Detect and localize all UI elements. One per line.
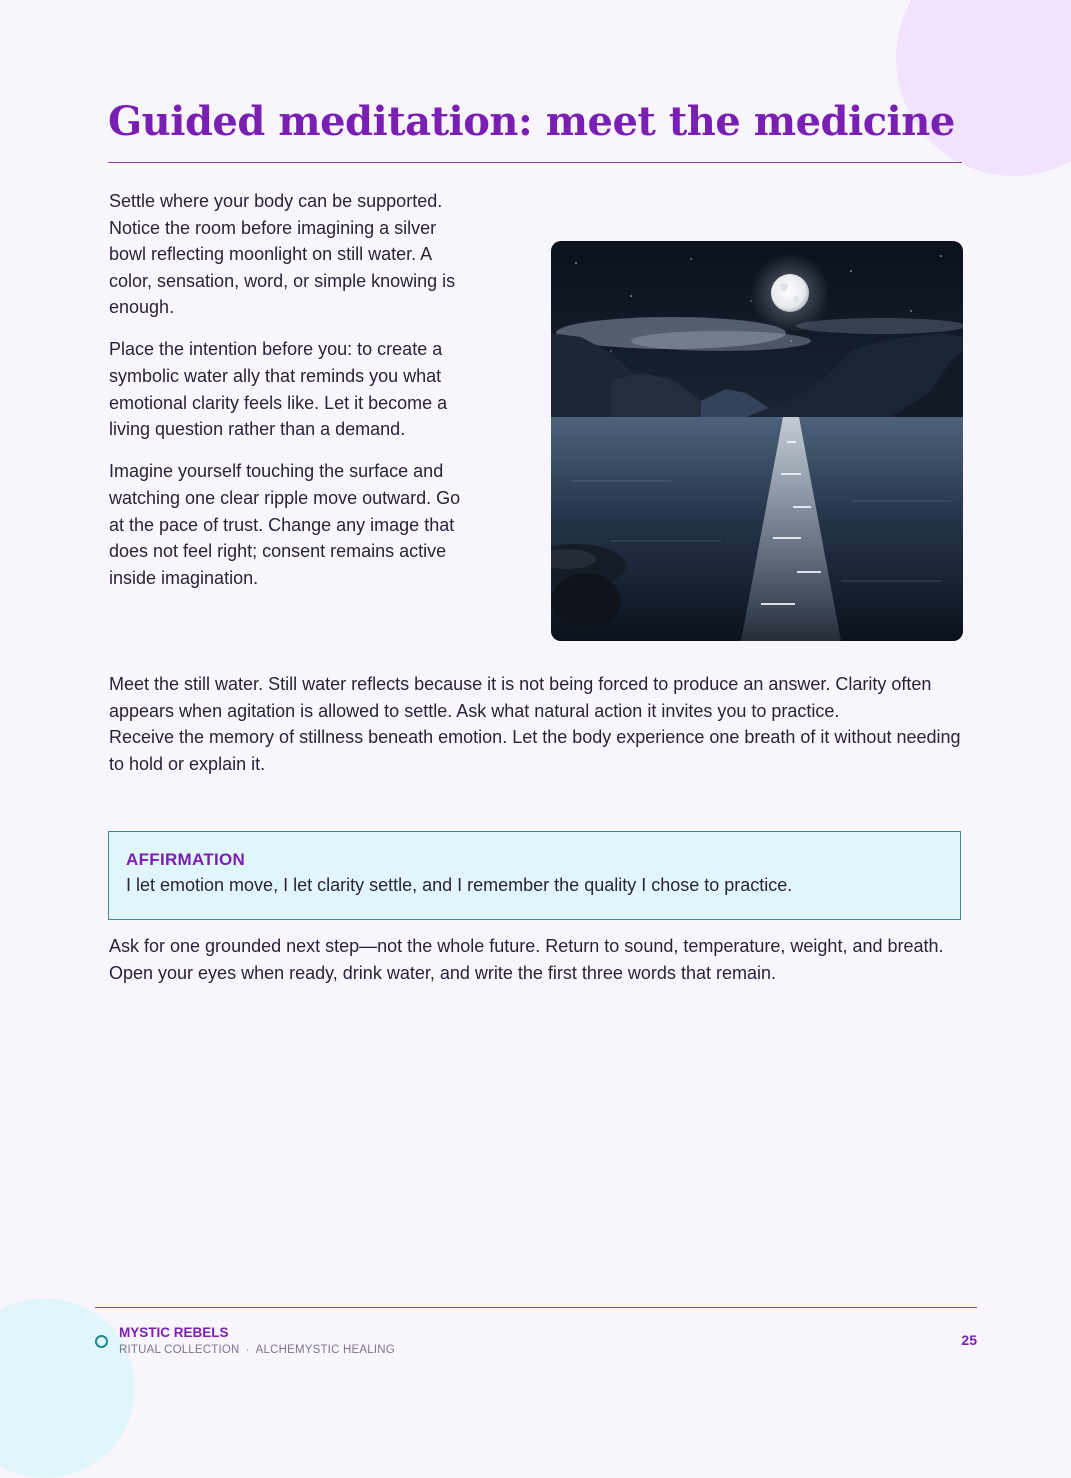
moonlit-lake-image [551,241,963,641]
circle-icon [95,1335,108,1348]
decorative-circle-bottom [0,1298,135,1478]
main-paragraphs [109,671,969,777]
page-title: Guided meditation: meet the medicine [108,98,955,145]
paragraph-stillness: Receive the memory of stillness beneath emotion. Let the body experience one breath of it without needing to hold or explain it. [109,727,961,774]
footer-separator: · [245,1344,250,1356]
footer-subline [119,1344,395,1356]
affirmation-callout [108,831,961,920]
intro-column [109,188,464,607]
affirmation-text: I let emotion move, I let clarity settle, and I remember the quality I chose to practice. [126,875,793,895]
paragraph-ripple: Imagine yourself touching the surface and watching one clear ripple move outward. Go at the pace of trust. Change any image that does not feel right; consent remains active inside imagination. [109,461,461,588]
page-number: 25 [961,1332,977,1348]
paragraph-still-water: Meet the still water. Still water reflects because it is not being forced to produce an answer. Clarity often appears when agitation is allowed to settle. Ask what natural action it invites you to practice. [109,674,932,721]
decorative-circle-top [896,0,1071,176]
footer-collection: RITUAL COLLECTION [119,1344,240,1356]
paragraph-intention: Place the intention before you: to create a symbolic water ally that reminds you what emotional clarity feels like. Let it become a living question rather than a demand. [109,339,448,440]
paragraph-settle: Settle where your body can be supported. Notice the room before imagining a silver bowl reflecting moonlight on still water. A color, sensation, word, or simple knowing is enough. [109,191,456,318]
title-divider [108,162,962,163]
footer-series: ALCHEMYSTIC HEALING [255,1344,395,1356]
paragraph-closing: Ask for one grounded next step—not the whole future. Return to sound, temperature, weight, and breath. Open your eyes when ready, drink water, and write the first three words that remain. [109,936,944,983]
footer-divider [95,1307,977,1308]
footer-brand: MYSTIC REBELS [119,1325,229,1340]
affirmation-label: AFFIRMATION [126,850,246,869]
